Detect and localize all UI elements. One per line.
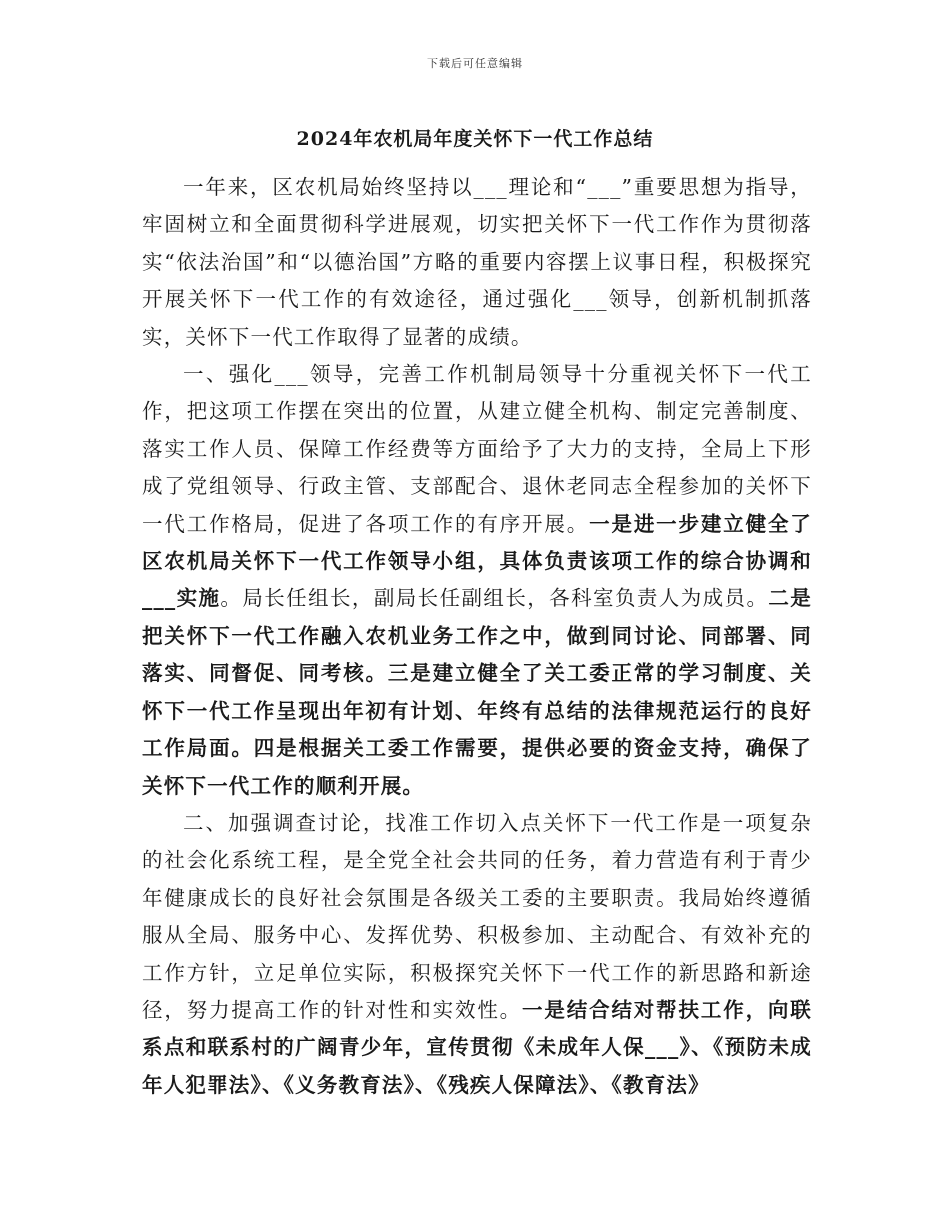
section-2-bold-point-1: 一是结合结对帮扶工作，向联系点和联系村的广阔青少年，宣传贯彻《未成年人保___》、《预防未成年人犯罪法》、《义务教育法》、《残疾人保障法》、《教育法》: [142, 997, 812, 1097]
paragraph-section-1: [142, 356, 812, 805]
section-1-bold-point-1: 一是进一步建立健全了区农机局关怀下一代工作领导小组，具体负责该项工作的综合协调和___实施: [142, 511, 813, 611]
document-body: [142, 169, 812, 1104]
section-2-lead: 二、加强调查讨论，找准工作切入点关怀下一代工作是一项复杂的社会化系统工程，是全党全社会共同的任务，着力营造有利于青少年健康成长的良好社会氛围是各级关工委的主要职责。我局始终遵循服从全局、服务中心、发挥优势、积极参加、主动配合、有效补充的工作方针，立足单位实际，积极探究关怀下一代工作的新思路和新途径，努力提高工作的针对性和实效性。: [142, 810, 812, 1022]
paragraph-intro-text: 一年来，区农机局始终坚持以___理论和“___”重要思想为指导，牢固树立和全面贯彻科学进展观，切实把关怀下一代工作作为贯彻落实“依法治国”和“以德治国”方略的重要内容摆上议事日程，积极探究开展关怀下一代工作的有效途径，通过强化___领导，创新机制抓落实，关怀下一代工作取得了显著的成绩。: [142, 175, 812, 349]
section-1-lead: 一、强化___领导，完善工作机制局领导十分重视关怀下一代工作，把这项工作摆在突出的位置，从建立健全机构、制定完善制度、落实工作人员、保障工作经费等方面给予了大力的支持，全局上下形成了党组领导、行政主管、支部配合、退休老同志全程参加的关怀下一代工作格局，促进了各项工作的有序开展。: [142, 362, 812, 536]
paragraph-section-2: [142, 805, 812, 1104]
section-1-bold-points-2-4: 二是把关怀下一代工作融入农机业务工作之中，做到同讨论、同部署、同落实、同督促、同考核。三是建立健全了关工委正常的学习制度、关怀下一代工作呈现出年初有计划、年终有总结的法律规范运行的良好工作局面。四是根据关工委工作需要，提供必要的资金支持，确保了关怀下一代工作的顺利开展。: [142, 586, 812, 798]
page-header-note: 下载后可任意编辑: [427, 57, 523, 70]
section-1-plain-text: 。局长任组长，副局长任副组长，各科室负责人为成员。: [220, 586, 769, 611]
document-title: 2024年农机局年度关怀下一代工作总结: [296, 128, 654, 150]
paragraph-intro: [142, 169, 812, 356]
